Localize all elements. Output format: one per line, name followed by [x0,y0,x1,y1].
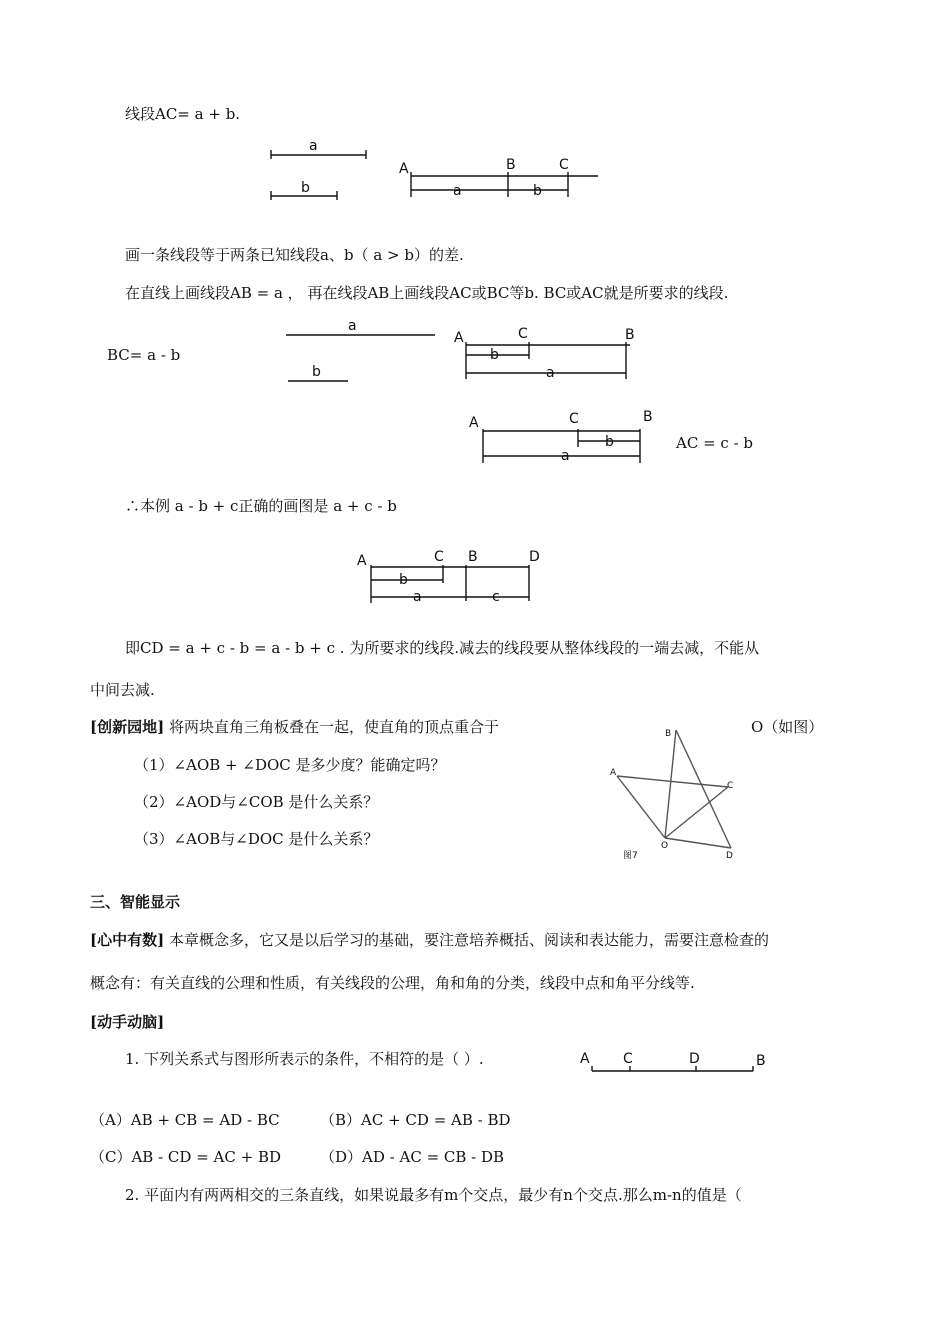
figure-triangles [605,722,755,872]
label-A: A [399,161,409,177]
label-B: B [468,549,478,565]
figure-caption: 图7 [623,851,638,861]
label-C: C [434,549,444,565]
label-c: c [492,589,500,605]
label-b: b [301,180,310,196]
label-D: D [529,549,540,565]
label-a: a [561,448,570,464]
label-C: C [518,326,528,342]
label-D: D [689,1051,700,1067]
figure-sum [265,135,605,215]
option-c: （C）AB - CD = AC + BD [90,1148,282,1166]
label-a: a [413,589,422,605]
label-B: B [756,1053,766,1069]
text-difference: 画一条线段等于两条已知线段a、b（ a > b）的差. [125,246,464,264]
innovate-line [90,717,499,737]
text-bc-eq: BC= a - b [107,346,181,364]
mind-text-cont: 概念有：有关直线的公理和性质，有关线段的公理，角和角的分类，线段中点和角平分线等. [90,974,695,992]
innovate-q2: （2）∠AOD与∠COB 是什么关系？ [134,793,379,811]
label-B: B [506,157,516,173]
figure-difference-1 [280,315,660,385]
label-C: C [569,411,579,427]
mind-tag: [心中有数] [90,931,165,949]
innovate-tag: [创新园地] [90,718,165,736]
figure-difference-2 [465,405,665,465]
text-correct-drawing: ∴本例 a - b + c正确的画图是 a + c - b [125,497,397,515]
label-A: A [357,553,367,569]
label-O: O [661,841,669,851]
label-A: A [469,415,479,431]
label-a: a [309,138,318,154]
label-A: A [580,1051,590,1067]
label-A: A [610,768,617,778]
label-D: D [726,851,733,861]
label-C: C [727,781,734,791]
question-2: 2. 平面内有两两相交的三条直线，如果说最多有m个交点，最少有n个交点.那么m-n的值是（ [125,1186,742,1204]
label-B: B [625,327,635,343]
text-cd-eq: 即CD = a + c - b = a - b + c . 为所要求的线段.减去的线段要从整体线段的一端去减，不能从 [125,639,760,657]
question-1: 1. 下列关系式与图形所表示的条件，不相符的是（ ）. [125,1050,484,1068]
figure-acbd [355,545,555,605]
mind-text: 本章概念多，它又是以后学习的基础，要注意培养概括、阅读和表达能力，需要注意检查的 [164,931,769,949]
label-a: a [453,183,462,199]
option-d: （D）AD - AC = CB - DB [320,1148,505,1166]
label-A: A [454,330,464,346]
option-a: （A）AB + CB = AD - BC [90,1111,280,1129]
text-ac-eq: AC = c - b [676,434,754,452]
label-b: b [399,572,408,588]
text-cd-eq-cont: 中间去减. [90,681,155,699]
label-B: B [643,409,653,425]
label-C: C [623,1051,633,1067]
innovate-tail: O（如图） [751,718,824,736]
innovate-text: 将两块直角三角板叠在一起，使直角的顶点重合于 [164,718,499,736]
label-a: a [546,365,555,381]
text-method: 在直线上画线段AB = a ， 再在线段AB上画线段AC或BC等b. BC或AC就是所要求的线段. [125,284,729,302]
label-a: a [348,318,357,334]
innovate-q1: （1）∠AOB + ∠DOC 是多少度？能确定吗？ [134,756,446,774]
label-b: b [312,364,321,380]
hands-tag: [动手动脑] [90,1013,165,1031]
label-C: C [559,157,569,173]
mind-line [90,930,769,950]
figure-acdb [575,1045,775,1085]
label-B: B [665,729,672,739]
label-b: b [490,347,499,363]
section-title: 三、智能显示 [90,893,181,911]
option-b: （B）AC + CD = AB - BD [320,1111,511,1129]
label-b: b [605,434,614,450]
label-b: b [533,183,542,199]
text-ac-sum: 线段AC= a + b. [125,105,241,123]
innovate-q3: （3）∠AOB与∠DOC 是什么关系？ [134,830,379,848]
